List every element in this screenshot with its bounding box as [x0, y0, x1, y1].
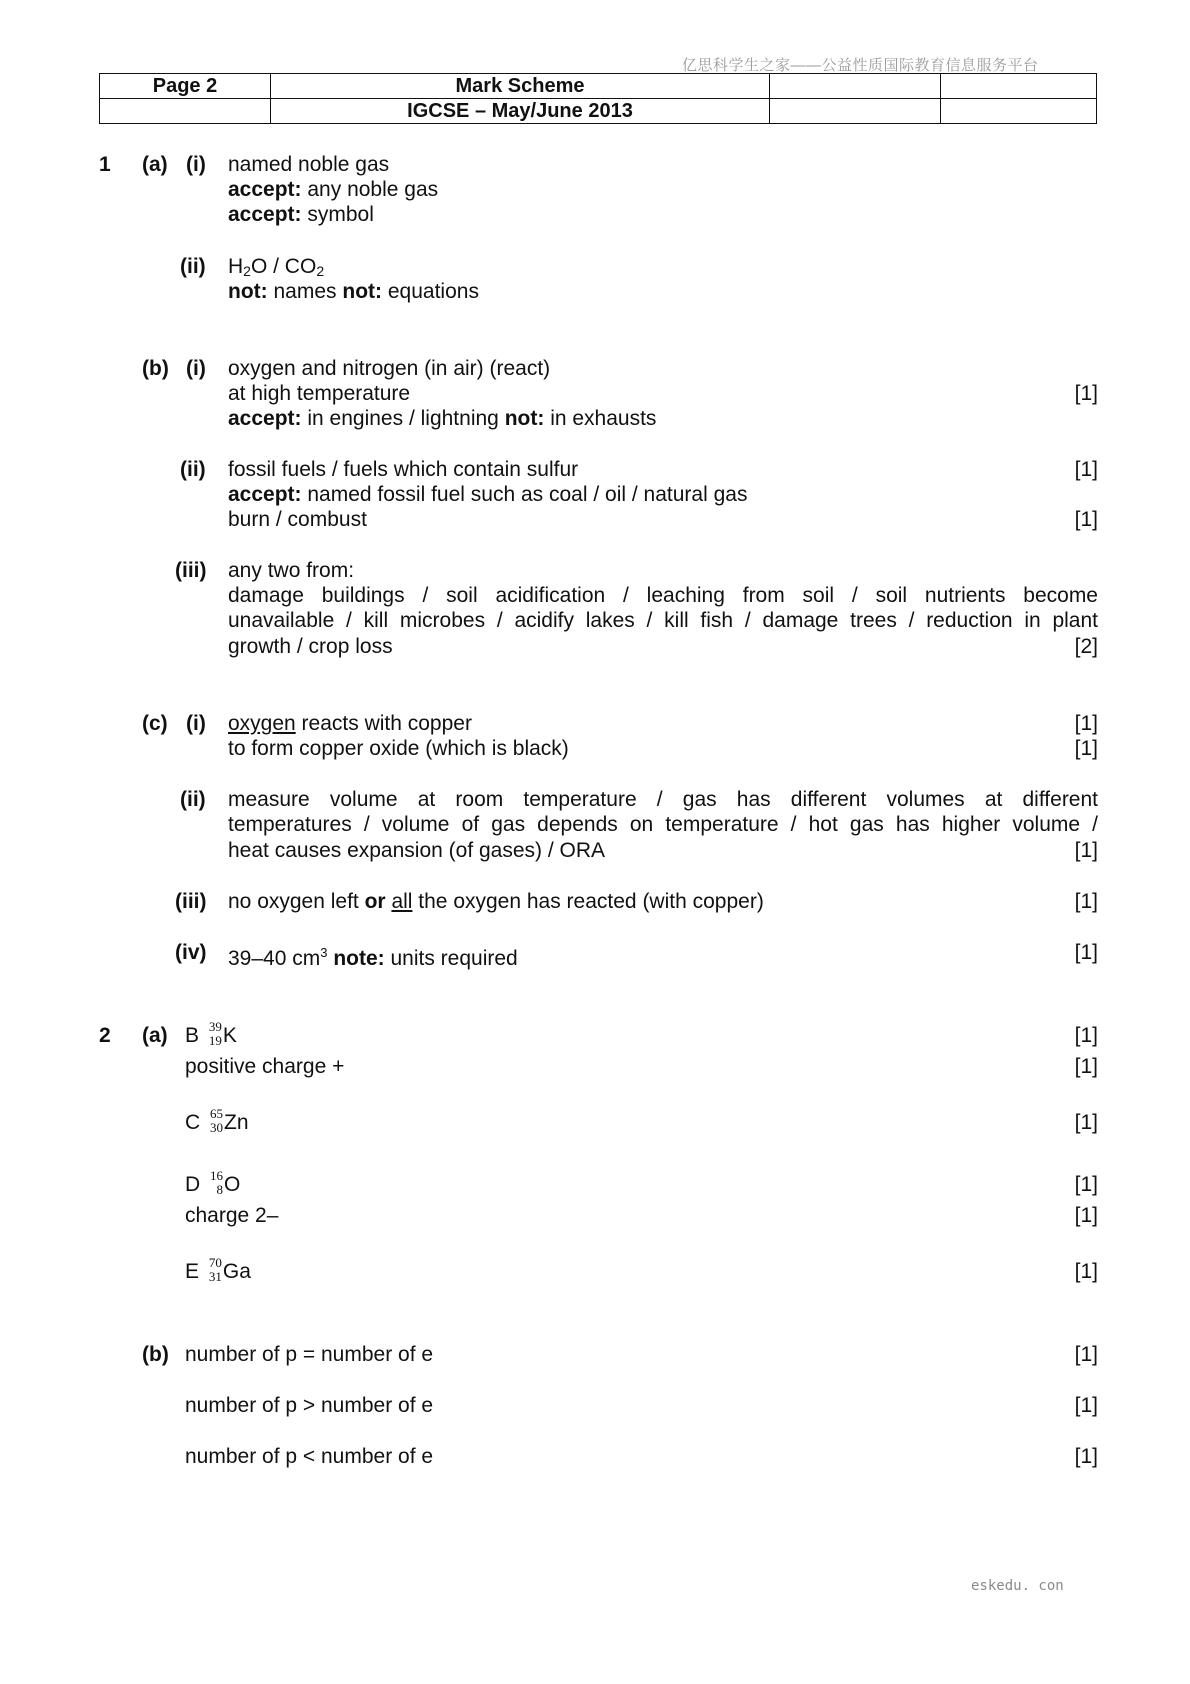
- nuclide-notation: 39 19: [208, 1019, 222, 1048]
- q1b-i-answer-1: oxygen and nitrogen (in air) (react): [228, 357, 551, 380]
- mark: [1]: [1074, 712, 1098, 735]
- mark: [1]: [1074, 1055, 1098, 1078]
- q1a-ii-label: (ii): [180, 255, 206, 278]
- mark: [1]: [1074, 458, 1098, 481]
- q2-part-a-label: (a): [142, 1024, 168, 1047]
- q1b-iii-intro: any two from:: [228, 559, 355, 582]
- accept-text: symbol: [307, 203, 374, 226]
- mark: [1]: [1074, 890, 1098, 913]
- q1-part-b-label: (b): [142, 357, 169, 380]
- accept-keyword: accept:: [228, 203, 302, 226]
- header-empty-2: [941, 74, 1097, 99]
- mark: [1]: [1074, 941, 1098, 964]
- q1-part-c-label: (c): [142, 712, 168, 735]
- q1b-ii-accept: accept: named fossil fuel such as coal / oil / natural gas: [228, 483, 748, 506]
- q2a-c-nuclide: C 65 30 Zn: [185, 1106, 249, 1135]
- q1b-ii-label: (ii): [180, 458, 206, 481]
- header-title: Mark Scheme: [271, 74, 770, 99]
- mark: [1]: [1074, 1343, 1098, 1366]
- mark: [1]: [1074, 737, 1098, 760]
- question-1-number: 1: [99, 153, 111, 176]
- q2a-d-charge: charge 2–: [185, 1204, 279, 1227]
- mark: [1]: [1074, 1445, 1098, 1468]
- q2b-answer-2: number of p > number of e: [185, 1394, 434, 1417]
- mark: [1]: [1074, 839, 1098, 862]
- question-2-number: 2: [99, 1024, 111, 1047]
- q2b-answer-3: number of p < number of e: [185, 1445, 434, 1468]
- q1b-iii-line-2: damage buildings / soil acidification / leaching from soil / soil nutrients become: [228, 584, 1098, 607]
- q1c-i-answer-2: to form copper oxide (which is black): [228, 737, 569, 760]
- q2a-b-nuclide: B 39 19 K: [185, 1019, 237, 1048]
- q1b-i-answer-2: at high temperature: [228, 382, 411, 405]
- q1c-ii-label: (ii): [180, 788, 206, 811]
- q1b-iii-line-3: unavailable / kill microbes / acidify lakes / kill fish / damage trees / reduction in plant: [228, 609, 1098, 632]
- nuclide-notation: 65 30: [210, 1106, 224, 1135]
- header-empty-1: [770, 74, 941, 99]
- q1a-i-accept-2: [228, 202, 374, 227]
- q2a-d-nuclide: D 16 8 O: [185, 1168, 241, 1197]
- header-empty-5: [941, 99, 1097, 124]
- mark: [1]: [1074, 1111, 1098, 1134]
- accept-keyword: accept:: [228, 178, 302, 201]
- accept-text: any noble gas: [307, 178, 439, 201]
- q1c-ii-line-1: measure volume at room temperature / gas has different volumes at different: [228, 788, 1098, 811]
- header-empty-4: [770, 99, 941, 124]
- q1a-i-answer: named noble gas: [228, 153, 390, 176]
- mark: [1]: [1074, 508, 1098, 531]
- header-empty-3: [100, 99, 271, 124]
- q1c-iv-label: (iv): [175, 941, 207, 964]
- nuclide-notation: 16 8: [210, 1168, 224, 1197]
- q1c-i-answer-1: oxygen reacts with copper: [228, 712, 472, 735]
- q1b-ii-answer-1: fossil fuels / fuels which contain sulfur: [228, 458, 579, 481]
- q1c-i-label: (i): [186, 712, 206, 735]
- q1c-iv-answer: 39–40 $cm^3$ note: units required: [228, 945, 518, 970]
- mark: [1]: [1074, 1024, 1098, 1047]
- mark: [1]: [1074, 1260, 1098, 1283]
- q1b-i-label: (i): [186, 357, 206, 380]
- q1b-ii-answer-2: burn / combust: [228, 508, 367, 531]
- q1c-ii-line-3: heat causes expansion (of gases) / ORA: [228, 839, 606, 862]
- q1a-ii-formula: $H_2O / CO_2$: [228, 255, 325, 279]
- q1c-ii-line-2: temperatures / volume of gas depends on temperature / hot gas has higher volume /: [228, 813, 1098, 836]
- q2a-b-charge: positive charge +: [185, 1055, 345, 1078]
- q2a-e-nuclide: E 70 31 Ga: [185, 1255, 251, 1284]
- q1c-iii-answer: no oxygen left or all the oxygen has reacted (with copper): [228, 890, 764, 913]
- mark: [1]: [1074, 1394, 1098, 1417]
- q2-part-b-label: (b): [142, 1343, 169, 1366]
- mark: [2]: [1074, 635, 1098, 658]
- header-table: [99, 73, 1097, 124]
- mark: [1]: [1074, 1173, 1098, 1196]
- mark: [1]: [1074, 382, 1098, 405]
- q1b-iii-line-4: growth / crop loss: [228, 635, 393, 658]
- q1a-i-accept-1: [228, 177, 438, 202]
- nuclide-notation: 70 31: [208, 1255, 222, 1284]
- q1a-ii-not: not: names not: equations: [228, 280, 479, 303]
- mark: [1]: [1074, 1204, 1098, 1227]
- q2b-answer-1: number of p = number of e: [185, 1343, 434, 1366]
- q1a-i-label: (i): [186, 153, 206, 176]
- q1-part-a-label: (a): [142, 153, 168, 176]
- header-exam: IGCSE – May/June 2013: [271, 99, 770, 124]
- q1b-iii-label: (iii): [175, 559, 207, 582]
- q1c-iii-label: (iii): [175, 890, 207, 913]
- q1b-i-accept: accept: in engines / lightning not: in exhausts: [228, 407, 657, 430]
- watermark-text: 亿思科学生之家——公益性质国际教育信息服务平台: [682, 57, 1039, 74]
- footer-site: eskedu. con: [971, 1578, 1064, 1594]
- header-page: Page 2: [100, 74, 271, 99]
